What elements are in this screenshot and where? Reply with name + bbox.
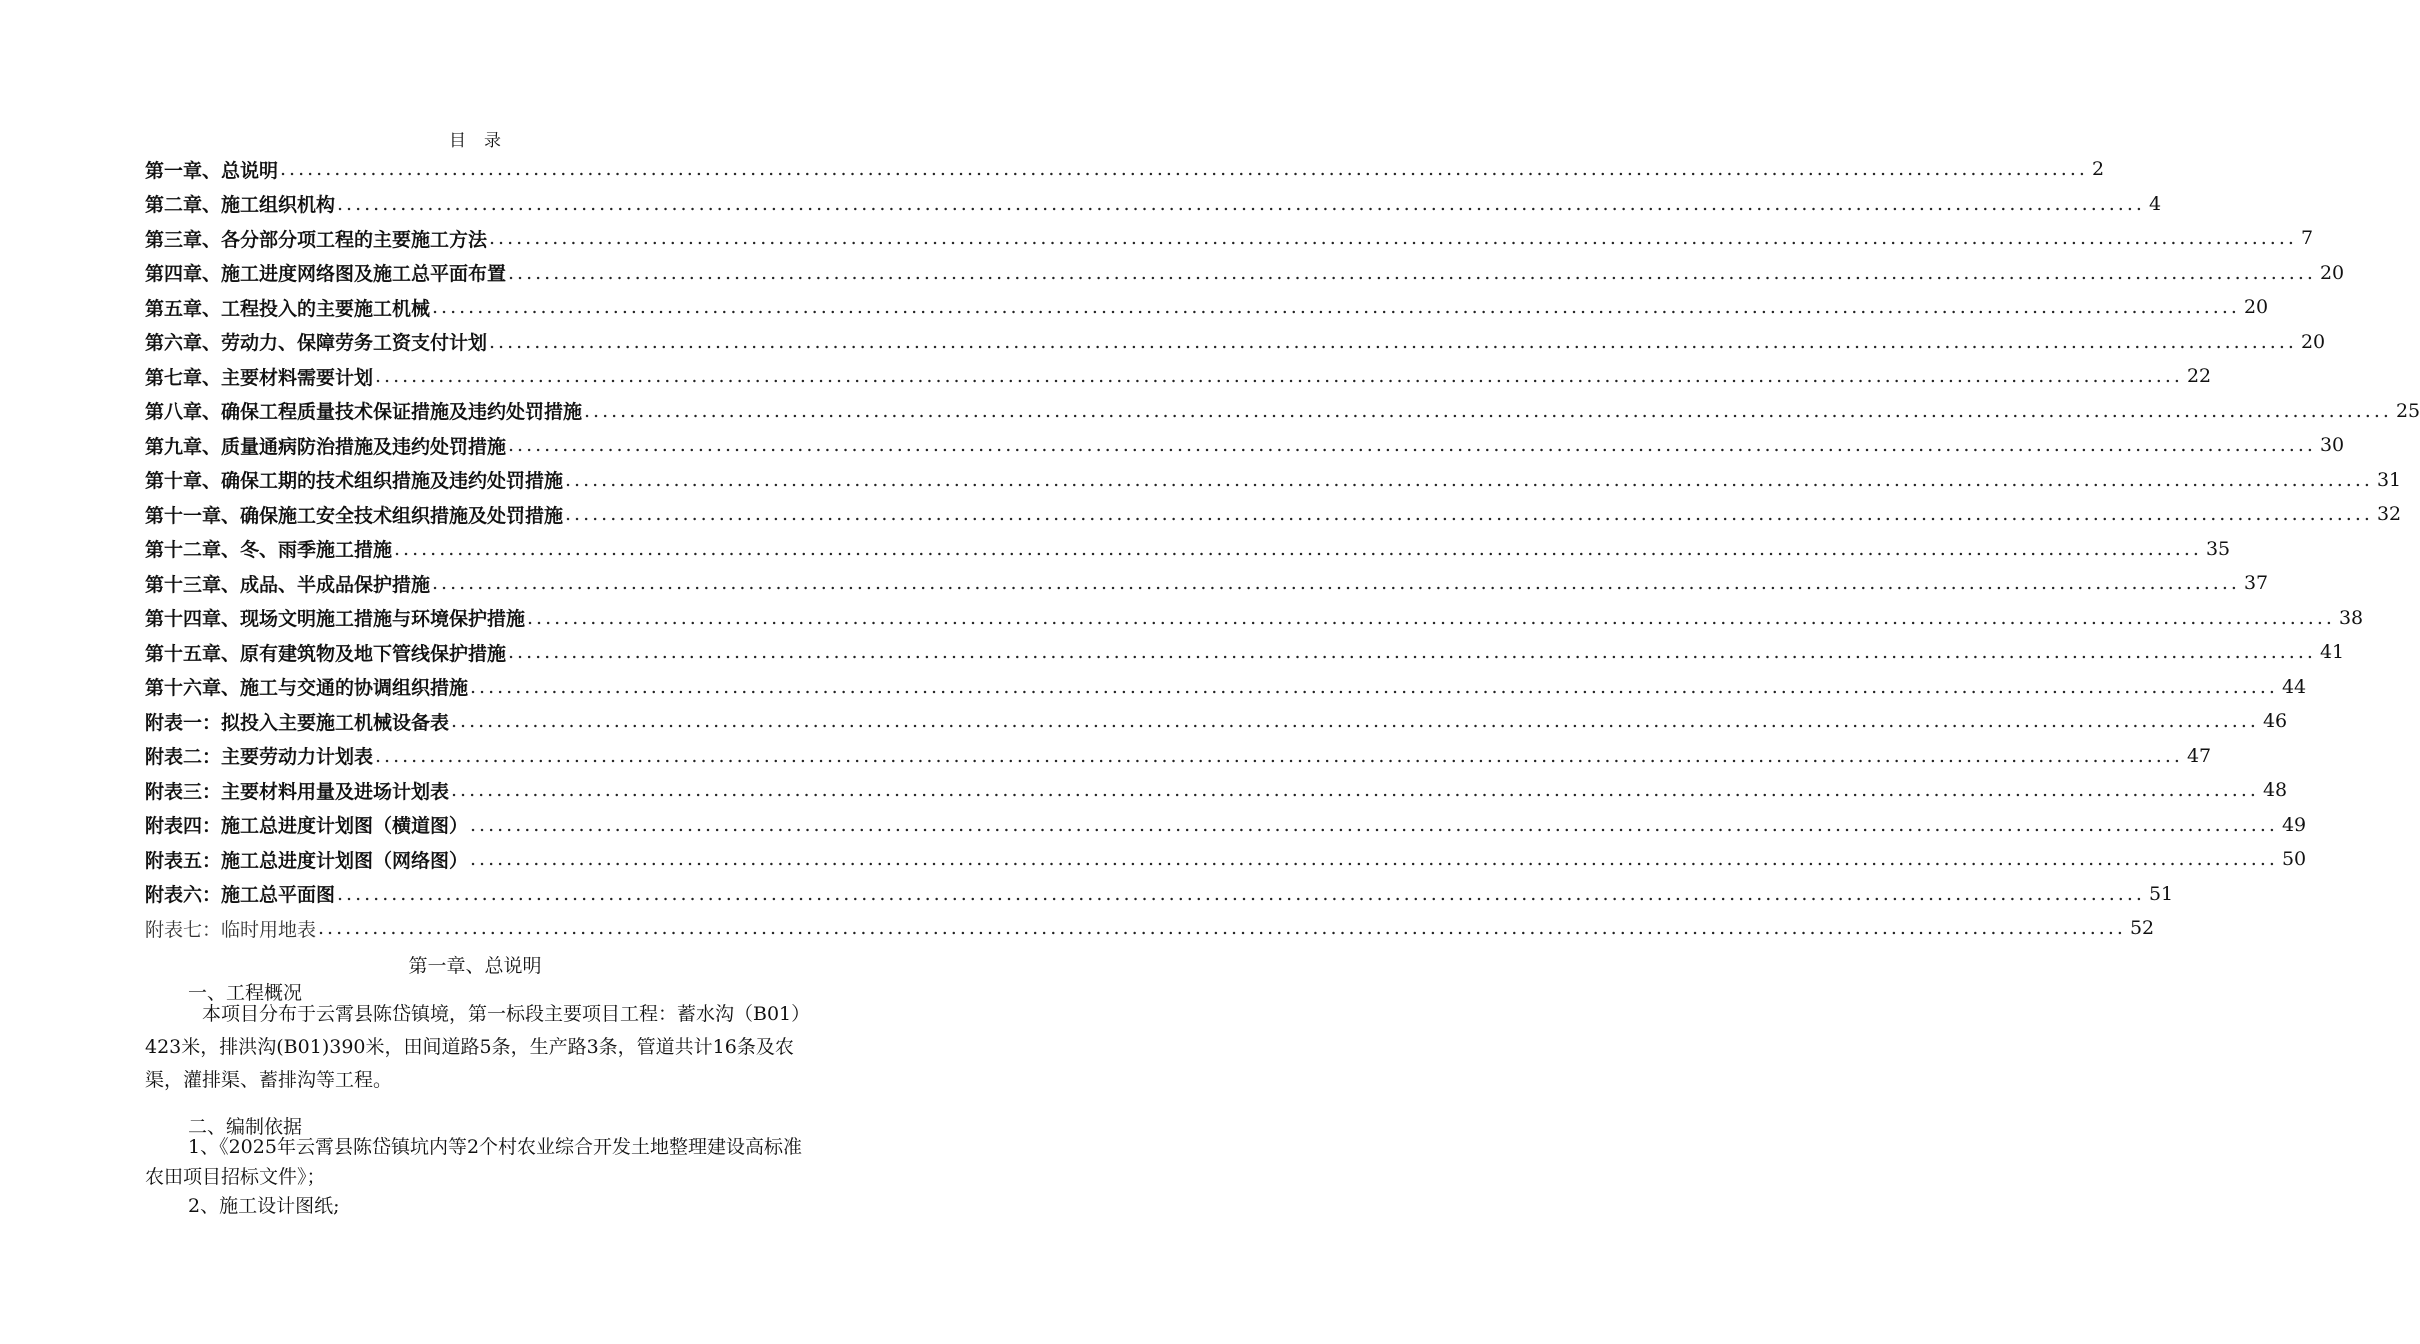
toc-entry-page: 35 <box>2205 537 2231 560</box>
toc-entry <box>145 152 2105 187</box>
toc-entry-page: 30 <box>2319 434 2345 457</box>
toc-entry-label: 附表二：主要劳动力计划表 <box>145 746 374 769</box>
toc-leader-dots: ........................................................................................................................................................................................................ <box>508 434 2316 457</box>
toc-entry <box>145 394 2420 429</box>
toc-entry-label: 第八章、确保工程质量技术保证措施及违约处罚措施 <box>145 401 583 424</box>
toc-leader-dots: ........................................................................................................................................................................................................ <box>432 296 2240 319</box>
toc-leader-dots: ........................................................................................................................................................................................................ <box>375 744 2183 767</box>
toc-entry-label: 附表五：施工总进度计划图（网络图） <box>145 849 469 872</box>
toc-leader-dots: ........................................................................................................................................................................................................ <box>470 848 2278 871</box>
toc-leader-dots: ........................................................................................................................................................................................................ <box>565 503 2373 526</box>
toc-entry <box>145 428 2345 463</box>
toc-leader-dots: ........................................................................................................................................................................................................ <box>337 882 2145 905</box>
toc-entry <box>145 635 2345 670</box>
toc-entry-page: 20 <box>2319 261 2345 284</box>
toc-entry-page: 49 <box>2281 813 2307 836</box>
toc-leader-dots: ........................................................................................................................................................................................................ <box>280 158 2088 181</box>
toc-entry <box>145 877 2174 912</box>
toc-entry-label: 第十二章、冬、雨季施工措施 <box>145 539 393 562</box>
toc-entry-label: 第九章、质量通病防治措施及违约处罚措施 <box>145 435 507 458</box>
toc-entry-page: 7 <box>2300 227 2314 250</box>
toc-entry <box>145 256 2345 291</box>
toc-entry-label: 第七章、主要材料需要计划 <box>145 366 374 389</box>
toc-entry-label: 第十六章、施工与交通的协调组织措施 <box>145 677 469 700</box>
toc-entry <box>145 463 2402 498</box>
toc-leader-dots: ........................................................................................................................................................................................................ <box>451 710 2259 733</box>
toc-entry <box>145 842 2307 877</box>
toc-entry-label: 第三章、各分部分项工程的主要施工方法 <box>145 228 488 251</box>
toc-entry <box>145 566 2269 601</box>
toc-entry <box>145 704 2288 739</box>
toc-entry-label: 附表七：临时用地表 <box>145 918 317 941</box>
toc-entry-label: 第十章、确保工期的技术组织措施及违约处罚措施 <box>145 470 564 493</box>
toc-entry <box>145 808 2307 843</box>
toc-leader-dots: ........................................................................................................................................................................................................ <box>470 675 2278 698</box>
toc-entry-page: 44 <box>2281 675 2307 698</box>
toc-entry-page: 20 <box>2243 296 2269 319</box>
toc-entry <box>145 601 2364 636</box>
toc-entry-page: 50 <box>2281 848 2307 871</box>
toc-entry-page: 52 <box>2129 917 2155 940</box>
toc-leader-dots: ........................................................................................................................................................................................................ <box>565 468 2373 491</box>
toc-leader-dots: ........................................................................................................................................................................................................ <box>489 330 2297 353</box>
toc-title: 目录 <box>449 131 519 151</box>
basis-item-1: 1、《2025年云霄县陈岱镇坑内等2个村农业综合开发土地整理建设高标准农田项目招标文件》； <box>145 1136 803 1188</box>
toc-leader-dots: ........................................................................................................................................................................................................ <box>508 641 2316 664</box>
toc-entry-page: 4 <box>2148 192 2162 215</box>
toc-entry-label: 附表六：施工总平面图 <box>145 884 336 907</box>
toc-entry <box>145 497 2402 532</box>
section-title-basis: 二、编制依据 <box>188 1116 303 1138</box>
toc-entry-page: 31 <box>2376 468 2402 491</box>
toc-leader-dots: ........................................................................................................................................................................................................ <box>584 399 2392 422</box>
toc-leader-dots: ........................................................................................................................................................................................................ <box>470 813 2278 836</box>
toc-entry-label: 第五章、工程投入的主要施工机械 <box>145 297 431 320</box>
toc-entry <box>145 359 2212 394</box>
overview-paragraph: 本项目分布于云霄县陈岱镇境，第一标段主要项目工程：蓄水沟（B01）423米，排洪沟(B01)390米，田间道路5条，生产路3条，管道共计16条及农渠，灌排渠、蓄排沟等工程。 <box>145 1003 801 1091</box>
toc-leader-dots: ........................................................................................................................................................................................................ <box>451 779 2259 802</box>
toc-leader-dots: ........................................................................................................................................................................................................ <box>375 365 2183 388</box>
toc-entry <box>145 325 2326 360</box>
toc-leader-dots: ........................................................................................................................................................................................................ <box>337 192 2145 215</box>
toc-entry-page: 38 <box>2338 606 2364 629</box>
toc-entry-page: 22 <box>2186 365 2212 388</box>
toc-entry-label: 第十三章、成品、半成品保护措施 <box>145 573 431 596</box>
toc-entry-label: 第十一章、确保施工安全技术组织措施及处罚措施 <box>145 504 564 527</box>
toc-entry-label: 附表一：拟投入主要施工机械设备表 <box>145 711 450 734</box>
basis-item-2: 2、施工设计图纸; <box>188 1195 340 1217</box>
toc-entry-label: 第十四章、现场文明施工措施与环境保护措施 <box>145 608 526 631</box>
toc-entry <box>145 911 2155 946</box>
section-title-overview: 一、工程概况 <box>188 982 303 1004</box>
toc-entry <box>145 290 2269 325</box>
toc-entry-label: 第一章、总说明 <box>145 159 279 182</box>
toc-entry-label: 第六章、劳动力、保障劳务工资支付计划 <box>145 332 488 355</box>
toc-leader-dots: ........................................................................................................................................................................................................ <box>489 227 2297 250</box>
toc-entry-page: 32 <box>2376 503 2402 526</box>
toc-entry-page: 2 <box>2091 158 2105 181</box>
toc-entry-label: 第四章、施工进度网络图及施工总平面布置 <box>145 263 507 286</box>
toc-entry <box>145 773 2288 808</box>
toc-entry <box>145 532 2231 567</box>
toc-entry-label: 第二章、施工组织机构 <box>145 194 336 217</box>
toc-entry-page: 25 <box>2395 399 2420 422</box>
toc-leader-dots: ........................................................................................................................................................................................................ <box>394 537 2202 560</box>
toc-leader-dots: ........................................................................................................................................................................................................ <box>527 606 2335 629</box>
toc-leader-dots: ........................................................................................................................................................................................................ <box>432 572 2240 595</box>
toc-entry <box>145 221 2314 256</box>
toc-entry <box>145 187 2162 222</box>
toc-leader-dots: ........................................................................................................................................................................................................ <box>508 261 2316 284</box>
toc-entry <box>145 670 2307 705</box>
toc-entry-page: 46 <box>2262 710 2288 733</box>
chapter-title: 第一章、总说明 <box>408 955 542 977</box>
toc-entry <box>145 739 2212 774</box>
toc-entry-page: 37 <box>2243 572 2269 595</box>
toc-entry-label: 附表四：施工总进度计划图（横道图） <box>145 815 469 838</box>
toc-entry-page: 48 <box>2262 779 2288 802</box>
table-of-contents <box>145 152 2420 946</box>
toc-entry-label: 附表三：主要材料用量及进场计划表 <box>145 780 450 803</box>
toc-entry-label: 第十五章、原有建筑物及地下管线保护措施 <box>145 642 507 665</box>
toc-entry-page: 41 <box>2319 641 2345 664</box>
toc-leader-dots: ........................................................................................................................................................................................................ <box>318 917 2126 940</box>
toc-entry-page: 47 <box>2186 744 2212 767</box>
toc-entry-page: 51 <box>2148 882 2174 905</box>
toc-entry-page: 20 <box>2300 330 2326 353</box>
